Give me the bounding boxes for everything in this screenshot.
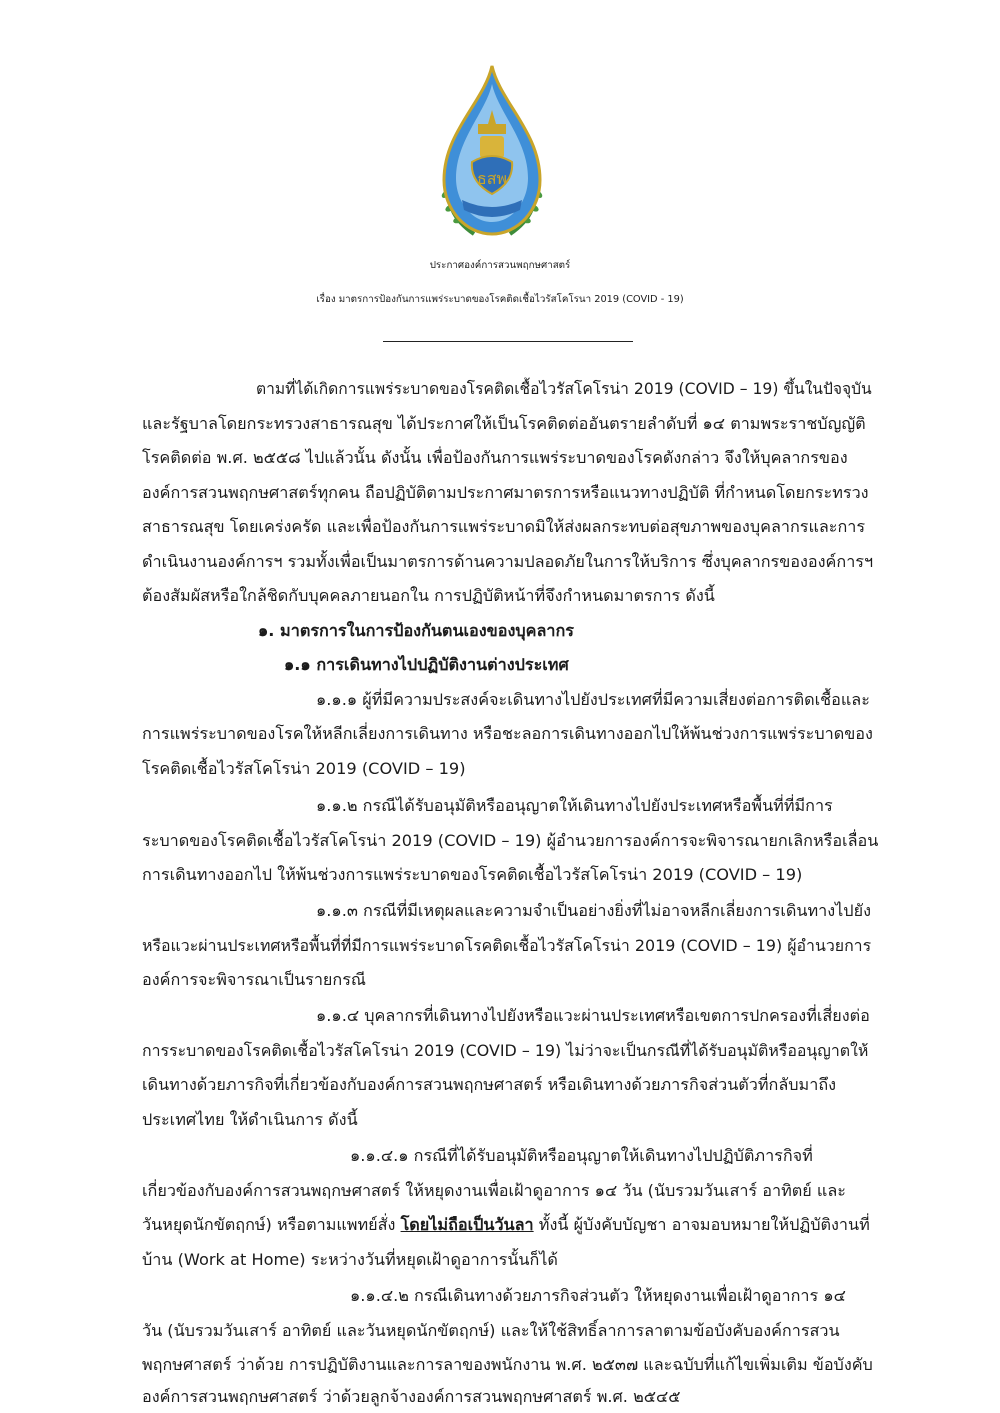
body-line: ๑.๑.๒ กรณีได้รับอนุมัติหรืออนุญาตให้เดินทางไปยังประเทศหรือพื้นที่ที่มีการ bbox=[316, 796, 833, 815]
body-line-part: วันหยุดนักขัตฤกษ์) หรือตามแพทย์สั่ง bbox=[142, 1215, 401, 1234]
announcement-subject: เรื่อง มาตรการป้องกันการแพร่ระบาดของโรคติดเชื้อไวรัสโคโรนา 2019 (COVID - 19) bbox=[316, 294, 684, 305]
body-line: ตามที่ได้เกิดการแพร่ระบาดของโรคติดเชื้อไวรัสโคโรน่า 2019 (COVID – 19) ขึ้นในปัจจุบัน bbox=[256, 380, 872, 398]
body-line: การระบาดของโรคติดเชื้อไวรัสโคโรน่า 2019 (COVID – 19) ไม่ว่าจะเป็นกรณีที่ได้รับอนุมัติหรืออนุญาตให้ bbox=[142, 1041, 869, 1060]
body-line: โรคติดเชื้อไวรัสโคโรน่า 2019 (COVID – 19) bbox=[142, 759, 466, 778]
body-line: การเดินทางออกไป ให้พ้นช่วงการแพร่ระบาดของโรคติดเชื้อไวรัสโคโรน่า 2019 (COVID – 19) bbox=[142, 865, 803, 884]
body-line: เดินทางด้วยภารกิจที่เกี่ยวข้องกับองค์การสวนพฤกษศาสตร์ หรือเดินทางด้วยภารกิจส่วนตัวที่กลับมาถึง bbox=[142, 1075, 837, 1094]
body-line: องค์การสวนพฤกษศาสตร์ทุกคน ถือปฏิบัติตามประกาศมาตรการหรือแนวทางปฏิบัติ ที่กำหนดโดยกระทรวง bbox=[142, 483, 869, 502]
body-line: เกี่ยวข้องกับองค์การสวนพฤกษศาสตร์ ให้หยุดงานเพื่อเฝ้าดูอาการ ๑๔ วัน (นับรวมวันเสาร์ อาทิตย์ และ bbox=[142, 1181, 846, 1200]
announcement-title: ประกาศองค์การสวนพฤกษศาสตร์ bbox=[429, 260, 571, 271]
body-line: ๑.๑.๔.๒ กรณีเดินทางด้วยภารกิจส่วนตัว ให้หยุดงานเพื่อเฝ้าดูอาการ ๑๔ bbox=[350, 1286, 846, 1305]
body-line: โรคติดต่อ พ.ศ. ๒๕๕๘ ไปแล้วนั้น ดังนั้น เพื่อป้องกันการแพร่ระบาดของโรคดังกล่าว จึงให้บุคลากรของ bbox=[142, 448, 848, 467]
body-line: บ้าน (Work at Home) ระหว่างวันที่หยุดเฝ้าดูอาการนั้นก็ได้ bbox=[142, 1250, 558, 1269]
body-line: วัน (นับรวมวันเสาร์ อาทิตย์ และวันหยุดนักขัตฤกษ์) และให้ใช้สิทธิ์ลาการลาตามข้อบังคับองค์การสวน bbox=[142, 1321, 840, 1340]
section-heading: ๑. มาตรการในการป้องกันตนเองของบุคลากร bbox=[258, 621, 574, 640]
body-line: สาธารณสุข โดยเคร่งครัด และเพื่อป้องกันการแพร่ระบาดมิให้ส่งผลกระทบต่อสุขภาพของบุคลากรและการ bbox=[142, 517, 866, 536]
body-line: ๑.๑.๔ บุคลากรที่เดินทางไปยังหรือแวะผ่านประเทศหรือเขตการปกครองที่เสี่ยงต่อ bbox=[316, 1006, 870, 1025]
svg-text:ธสพ: ธสพ bbox=[476, 169, 508, 188]
body-line: ดำเนินงานองค์การฯ รวมทั้งเพื่อเป็นมาตรการด้านความปลอดภัยในการให้บริการ ซึ่งบุคลากรขององค์การฯ bbox=[142, 552, 874, 571]
body-line: ๑.๑.๓ กรณีที่มีเหตุผลและความจำเป็นอย่างยิ่งที่ไม่อาจหลีกเลี่ยงการเดินทางไปยัง bbox=[316, 901, 871, 920]
body-line: ระบาดของโรคติดเชื้อไวรัสโคโรน่า 2019 (COVID – 19) ผู้อำนวยการองค์การจะพิจารณายกเลิกหรือเลื่อน bbox=[142, 831, 879, 850]
body-line: ต้องสัมผัสหรือใกล้ชิดกับบุคคลภายนอกใน การปฏิบัติหน้าที่จึงกำหนดมาตรการ ดังนี้ bbox=[142, 586, 715, 605]
body-line: หรือแวะผ่านประเทศหรือพื้นที่ที่มีการแพร่ระบาดโรคติดเชื้อไวรัสโคโรน่า 2019 (COVID – 19) ผู้อำนวยการ bbox=[142, 936, 872, 955]
organization-seal-logo bbox=[422, 62, 562, 242]
body-line: ๑.๑.๑ ผู้ที่มีความประสงค์จะเดินทางไปยังประเทศที่มีความเสี่ยงต่อการติดเชื้อและ bbox=[316, 690, 870, 709]
body-line: พฤกษศาสตร์ ว่าด้วย การปฏิบัติงานและการลาของพนักงาน พ.ศ. ๒๕๓๗ และฉบับที่แก้ไขเพิ่มเติม ข้อบังคับ bbox=[142, 1355, 873, 1374]
body-line: และรัฐบาลโดยกระทรวงสาธารณสุข ได้ประกาศให้เป็นโรคติดต่ออันตรายลำดับที่ ๑๔ ตามพระราชบัญญัติ bbox=[142, 414, 866, 433]
emphasis-not-counted-as-leave: โดยไม่ถือเป็นวันลา bbox=[400, 1215, 534, 1234]
title-divider bbox=[383, 341, 633, 342]
body-line: องค์การสวนพฤกษศาสตร์ ว่าด้วยลูกจ้างองค์การสวนพฤกษศาสตร์ พ.ศ. ๒๕๔๕ bbox=[142, 1387, 681, 1406]
body-line: ประเทศไทย ให้ดำเนินการ ดังนี้ bbox=[142, 1110, 358, 1129]
body-line bbox=[142, 1214, 870, 1236]
body-line: การแพร่ระบาดของโรคให้หลีกเลี่ยงการเดินทาง หรือชะลอการเดินทางออกไปให้พ้นช่วงการแพร่ระบาดของ bbox=[142, 724, 873, 743]
subsection-heading: ๑.๑ การเดินทางไปปฏิบัติงานต่างประเทศ bbox=[284, 655, 569, 674]
body-line: องค์การจะพิจารณาเป็นรายกรณี bbox=[142, 970, 366, 989]
body-line: ๑.๑.๔.๑ กรณีที่ได้รับอนุมัติหรืออนุญาตให้เดินทางไปปฏิบัติภารกิจที่ bbox=[350, 1146, 813, 1165]
body-line-part: ทั้งนี้ ผู้บังคับบัญชา อาจมอบหมายให้ปฏิบัติงานที่ bbox=[533, 1215, 870, 1234]
